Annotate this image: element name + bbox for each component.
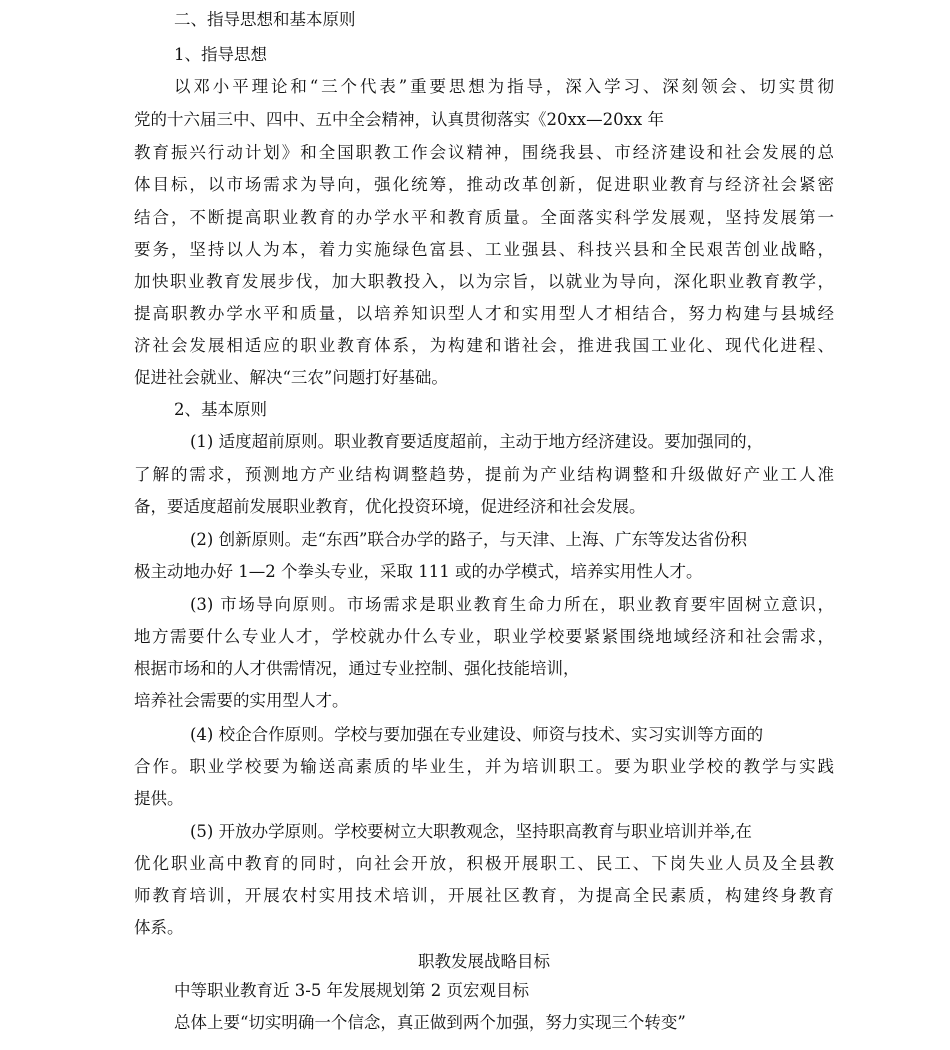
paragraph-line: 结合，不断提高职业教育的办学水平和教育质量。全面落实科学发展观，坚持发展第一	[134, 208, 834, 227]
principle-line: (3) 市场导向原则。市场需求是职业教育生命力所在，职业教育要牢固树立意识，	[190, 595, 834, 614]
principle-line: 合作。职业学校要为输送高素质的毕业生，并为培训职工。要为职业学校的教学与实践	[134, 757, 834, 776]
principle-line: 体系。	[134, 918, 184, 937]
principle-line: (2) 创新原则。走“东西”联合办学的路子，与天津、上海、广东等发达省份积	[190, 530, 747, 549]
centered-title: 职教发展战略目标	[418, 952, 550, 971]
section-heading: 二、指导思想和基本原则	[174, 10, 356, 29]
paragraph-line: 提高职教办学水平和质量，以培养知识型人才和实用型人才相结合，努力构建与县城经	[134, 304, 834, 323]
paragraph-line: 体目标，以市场需求为导向，强化统筹，推动改革创新，促进职业教育与经济社会紧密	[134, 175, 834, 194]
principle-line: 提供。	[134, 789, 184, 808]
footer-line: 总体上要“切实明确一个信念，真正做到两个加强，努力实现三个转变”	[174, 1013, 686, 1032]
principle-line: (5) 开放办学原则。学校要树立大职教观念，坚持职高教育与职业培训并举,在	[190, 822, 752, 841]
principle-line: (4) 校企合作原则。学校与要加强在专业建设、师资与技术、实习实训等方面的	[190, 725, 764, 744]
subsection-heading-guiding-ideology: 1、指导思想	[174, 45, 267, 64]
principle-line: (1) 适度超前原则。职业教育要适度超前，主动于地方经济建设。要加强同的，	[190, 432, 764, 451]
paragraph-line: 要务，坚持以人为本，着力实施绿色富县、工业强县、科技兴县和全民艰苦创业战略，	[134, 240, 834, 259]
principle-line: 优化职业高中教育的同时，向社会开放，积极开展职工、民工、下岗失业人员及全县教	[134, 854, 834, 873]
principle-line: 极主动地办好 1—2 个拳头专业，采取 111 或的办学模式，培养实用性人才。	[134, 562, 703, 581]
principle-line: 培养社会需要的实用型人才。	[134, 691, 349, 710]
principle-line: 师教育培训，开展农村实用技术培训，开展社区教育，为提高全民素质，构建终身教育	[134, 886, 834, 905]
footer-line: 中等职业教育近 3-5 年发展规划第 2 页宏观目标	[174, 981, 530, 1000]
paragraph-line: 党的十六届三中、四中、五中全会精神，认真贯彻落实《20xx—20xx 年	[134, 110, 664, 129]
principle-line: 地方需要什么专业人才，学校就办什么专业，职业学校要紧紧围绕地域经济和社会需求，	[134, 627, 834, 646]
paragraph-line: 以邓小平理论和“三个代表”重要思想为指导，深入学习、深刻领会、切实贯彻	[174, 77, 834, 96]
paragraph-line: 促进社会就业、解决“三农”问题打好基础。	[134, 368, 448, 387]
principle-line: 了解的需求，预测地方产业结构调整趋势，提前为产业结构调整和升级做好产业工人准	[134, 465, 834, 484]
paragraph-line: 济社会发展相适应的职业教育体系，为构建和谐社会，推进我国工业化、现代化进程、	[134, 336, 834, 355]
principle-line: 备，要适度超前发展职业教育，优化投资环境，促进经济和社会发展。	[134, 497, 646, 516]
paragraph-line: 教育振兴行动计划》和全国职教工作会议精神，围绕我县、市经济建设和社会发展的总	[134, 143, 834, 162]
paragraph-line: 加快职业教育发展步伐，加大职教投入，以为宗旨，以就业为导向，深化职业教育教学，	[134, 272, 834, 291]
subsection-heading-basic-principles: 2、基本原则	[174, 400, 267, 419]
principle-line: 根据市场和的人才供需情况，通过专业控制、强化技能培训，	[134, 659, 580, 678]
